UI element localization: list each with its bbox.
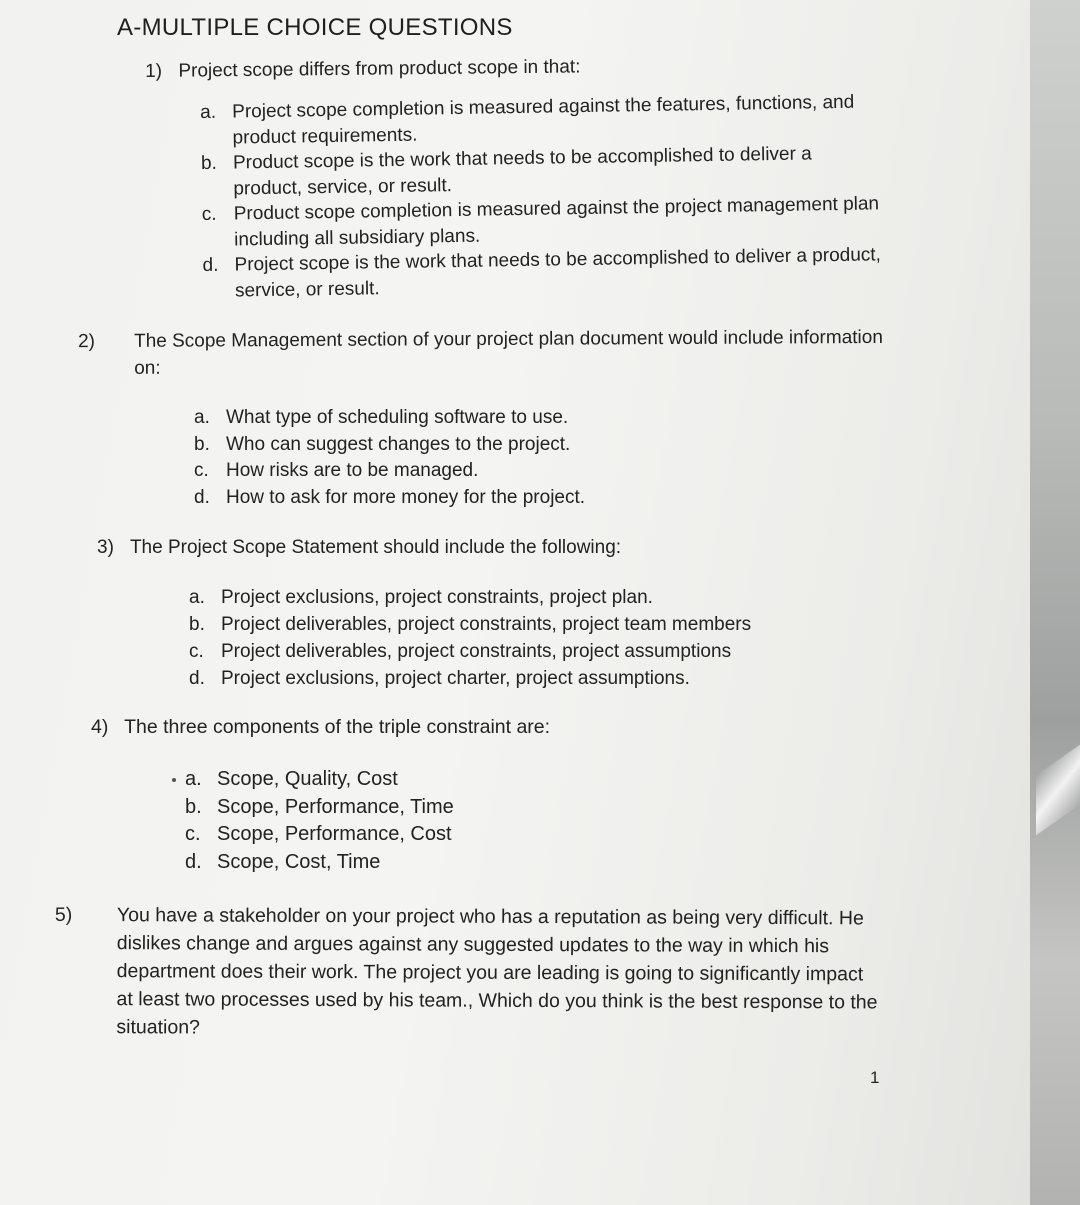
question-text: Project scope differs from product scope in that: xyxy=(178,56,581,82)
option-text: Project scope is the work that needs to be accomplished to deliver a product, service, or result. xyxy=(234,244,882,301)
pen-dot xyxy=(172,778,176,782)
question-1 xyxy=(145,50,885,85)
option-letter: b. xyxy=(194,433,210,455)
page-number: 1 xyxy=(870,1068,880,1087)
question-text: The Project Scope Statement should include the following: xyxy=(129,537,622,558)
option-letter: a. xyxy=(194,407,210,428)
option-letter: d. xyxy=(202,254,219,276)
option-text: Project scope completion is measured against the features, functions, and product requirements. xyxy=(232,91,855,148)
option-text: Product scope completion is measured against the project management plan including all subsidiary plans. xyxy=(233,193,880,250)
page-heading: A-MULTIPLE CHOICE QUESTIONS xyxy=(117,14,513,41)
option-text: Who can suggest changes to the project. xyxy=(226,433,571,455)
option xyxy=(185,849,585,877)
option-letter: b. xyxy=(189,614,205,635)
option-letter: d. xyxy=(194,486,210,508)
option-text: Product scope is the work that needs to be accomplished to deliver a product, service, or result. xyxy=(232,143,812,199)
option-letter: d. xyxy=(189,668,205,689)
option-text: Project exclusions, project constraints, project plan. xyxy=(221,587,653,608)
question-3 xyxy=(97,534,877,561)
option xyxy=(194,405,834,432)
option xyxy=(194,485,834,512)
option-letter: c. xyxy=(201,203,217,225)
option xyxy=(189,611,849,638)
background-surface xyxy=(1030,0,1080,1205)
option-text: Scope, Performance, Cost xyxy=(217,823,452,845)
option xyxy=(194,458,834,485)
question-number: 3) xyxy=(97,537,114,558)
option xyxy=(185,821,585,849)
option-letter: a. xyxy=(189,587,205,608)
question-number: 4) xyxy=(91,716,109,738)
question-text: The Scope Management section of your project plan document would include information on: xyxy=(134,326,883,379)
question-2-options xyxy=(194,405,834,511)
option xyxy=(185,794,585,822)
question-4-options xyxy=(185,766,585,876)
question-1-options xyxy=(200,89,883,304)
option-letter: d. xyxy=(185,850,202,873)
question-number: 1) xyxy=(145,60,163,82)
question-3-options xyxy=(189,584,849,692)
option xyxy=(185,766,585,794)
option-letter: c. xyxy=(194,460,209,481)
question-text: The three components of the triple constraint are: xyxy=(124,716,551,738)
option xyxy=(189,638,849,665)
question-number: 5) xyxy=(54,903,73,926)
option-text: Scope, Performance, Time xyxy=(217,795,454,818)
option xyxy=(202,242,883,304)
option-text: Scope, Cost, Time xyxy=(217,850,381,873)
option-letter: a. xyxy=(200,101,217,123)
option-text: Project deliverables, project constraints, project team members xyxy=(221,614,752,635)
option xyxy=(189,584,849,611)
option-text: What type of scheduling software to use. xyxy=(226,407,569,428)
option-letter: c. xyxy=(185,823,201,845)
option-letter: a. xyxy=(185,768,202,790)
question-2 xyxy=(78,324,914,382)
option xyxy=(189,665,849,692)
option-text: How to ask for more money for the project. xyxy=(226,486,586,508)
question-text: You have a stakeholder on your project who has a reputation as being very difficult. He dislikes change and argues against any suggested updates to the way in which his department does their work. The project you are leading is going to significantly impact at least two processes used by his team., Which do you think is the best response to the situation? xyxy=(116,904,878,1039)
option-letter: b. xyxy=(200,152,218,174)
option-letter: c. xyxy=(189,641,204,662)
option xyxy=(194,432,834,459)
option-letter: b. xyxy=(185,795,202,818)
option-text: How risks are to be managed. xyxy=(226,460,479,481)
question-4 xyxy=(91,714,871,741)
question-number: 2) xyxy=(78,331,96,353)
question-5 xyxy=(54,901,883,1044)
option-text: Project exclusions, project charter, project assumptions. xyxy=(221,668,690,689)
option-text: Project deliverables, project constraints, project assumptions xyxy=(221,641,732,662)
option-text: Scope, Quality, Cost xyxy=(217,768,398,790)
